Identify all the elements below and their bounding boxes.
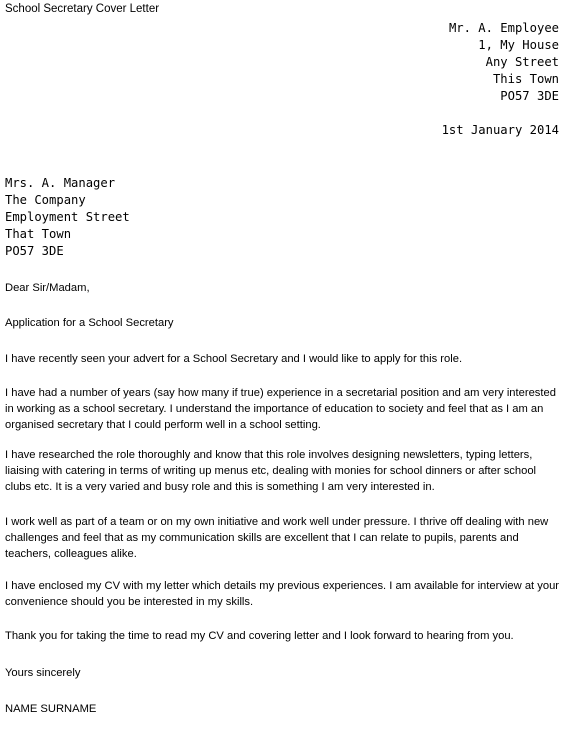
recipient-address-line: That Town (5, 227, 72, 241)
body-paragraph: I have recently seen your advert for a School Secretary and I would like to apply for this role. (5, 353, 463, 365)
recipient-name: Mrs. A. Manager (5, 176, 116, 190)
closing: Yours sincerely (5, 667, 81, 679)
sender-address-line: Any Street (485, 55, 559, 69)
subject-line: Application for a School Secretary (5, 317, 174, 329)
sender-address-line: PO57 3DE (500, 89, 559, 103)
recipient-address-line: PO57 3DE (5, 244, 64, 258)
recipient-address-line: Employment Street (5, 210, 130, 224)
recipient-address-line: The Company (5, 193, 86, 207)
salutation: Dear Sir/Madam, (5, 282, 90, 294)
document-title: School Secretary Cover Letter (5, 3, 160, 15)
letter-date: 1st January 2014 (441, 123, 559, 137)
sender-name: Mr. A. Employee (448, 21, 559, 35)
body-paragraph: I work well as part of a team or on my own initiative and work well under pressure. I thrive off dealing with new challenges and feel that as my communication skills are excellent that I can relate to pupils, parents and teachers, colleagues alike. (5, 516, 549, 561)
recipient-address-block (5, 175, 130, 260)
sender-address-line: 1, My House (478, 38, 559, 52)
body-paragraph: I have had a number of years (say how many if true) experience in a secretarial position and am very interested in working as a school secretary. I understand the importance of education to society and feel that as I am an organised secretary that I could perform well in a school setting. (5, 387, 556, 432)
body-paragraph: I have enclosed my CV with my letter which details my previous experiences. I am available for interview at your convenience should you be interested in my skills. (5, 580, 560, 609)
body-paragraph: Thank you for taking the time to read my CV and covering letter and I look forward to hearing from you. (5, 630, 514, 642)
signature: NAME SURNAME (5, 703, 97, 715)
sender-address-line: This Town (492, 72, 559, 86)
sender-address-block (449, 20, 559, 105)
body-paragraph: I have researched the role thoroughly and know that this role involves designing newsletters, typing letters, liaising with catering in terms of writing up menus etc, dealing with monies for school dinners or after school clubs etc. It is a very varied and busy role and this is something I am very interested in. (5, 449, 537, 494)
